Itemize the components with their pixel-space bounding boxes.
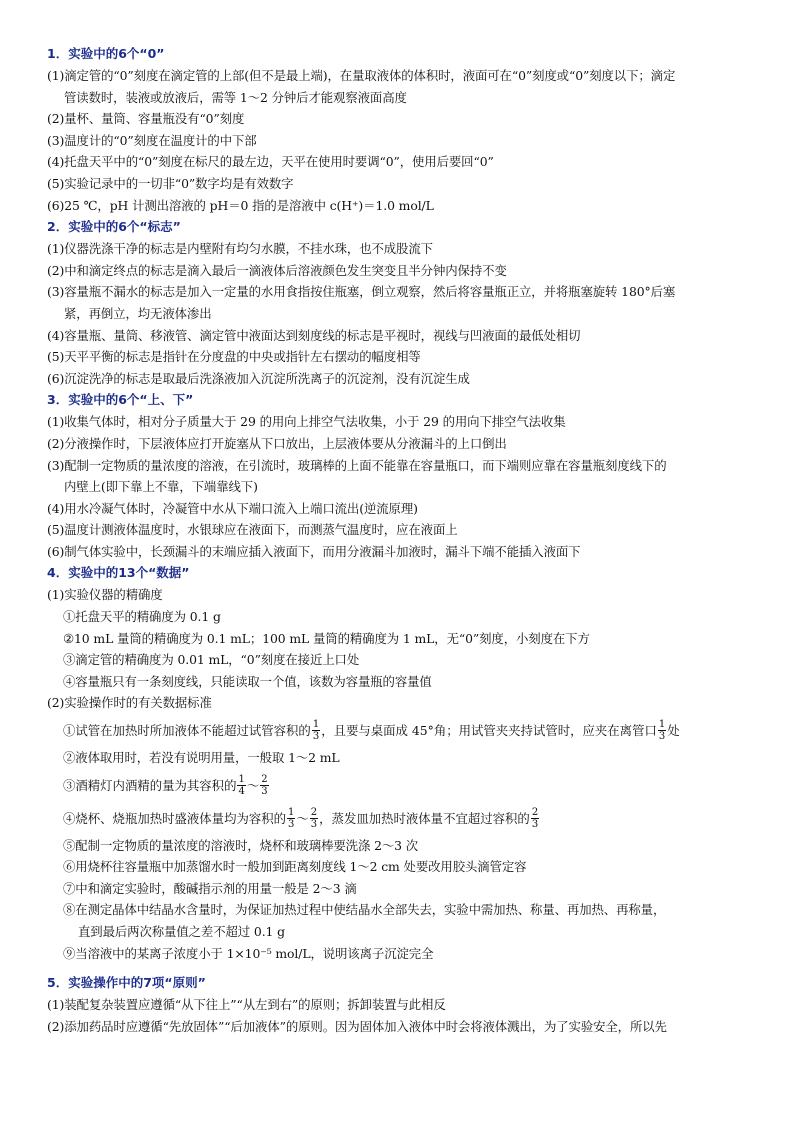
s3-line-2: (2)分液操作时，下层液体应打开旋塞从下口放出，上层液体要从分液漏斗的上口倒出: [47, 435, 507, 451]
fraction-denominator: 3: [261, 785, 268, 797]
s1-line-4: (4)托盘天平中的“0”刻度在标尺的最左边，天平在使用时要调“0”，使用后要回“0”: [47, 154, 494, 170]
section-1-title: 1．实验中的6个“0”: [47, 46, 165, 61]
fraction-numerator: 1: [238, 773, 245, 785]
s4-item1-text-b: ，且要与桌面成 45°角；用试管夹夹持试管时，应夹在离管口: [321, 723, 657, 739]
s2-line-3: (3)容量瓶不漏水的标志是加入一定量的水用食指按住瓶塞，倒立观察，然后将容量瓶正立，并将瓶塞旋转 180°后塞: [47, 284, 676, 300]
section-4-title: 4．实验中的13个“数据”: [47, 565, 190, 581]
fraction-numerator: 2: [310, 806, 318, 818]
document-body: [47, 43, 759, 1037]
s3-line-5: (5)温度计测液体温度时，水银球应在液面下，而测蒸气温度时，应在液面上: [47, 522, 458, 538]
s4-sub2-item-3: [47, 769, 759, 802]
fraction-numerator: 1: [312, 719, 320, 731]
s1-line-5: (5)实验记录中的一切非“0”数字均是有效数字: [47, 175, 294, 191]
fraction-two-thirds: [260, 774, 268, 797]
s3-line-1: (1)收集气体时，相对分子质量大于 29 的用向上排空气法收集，小于 29 的用向下排空气法收集: [47, 414, 566, 430]
fraction-one-quarter: [237, 774, 245, 797]
fraction-numerator: 2: [531, 806, 539, 818]
s4-item3-text-a: ③酒精灯内酒精的量为其容积的: [63, 777, 237, 793]
fraction-numerator: 2: [261, 773, 268, 785]
s4-sub2-item-5: ⑤配制一定物质的量浓度的溶液时，烧杯和玻璃棒要洗涤 2～3 次: [63, 837, 419, 853]
s2-line-1: (1)仪器洗涤干净的标志是内壁附有均匀水膜，不挂水珠，也不成股流下: [47, 241, 433, 257]
s3-line-3: (3)配制一定物质的量浓度的溶液，在引流时，玻璃棒的上面不能靠在容量瓶口，而下端则应靠在容量瓶刻度线下的: [47, 457, 667, 473]
s4-sub2-item-8: ⑧在测定晶体中结晶水含量时，为保证加热过程中使结晶水全部失去，实验中需加热、称量、再加热、再称量，: [63, 902, 666, 918]
s4-sub2-item-4: [47, 802, 759, 835]
s4-sub2-item-1: [47, 714, 759, 747]
section-2-title: 2．实验中的6个“标志”: [47, 219, 181, 235]
s4-sub2-item-9: ⑨当溶液中的某离子浓度小于 1×10⁻⁵ mol/L，说明该离子沉淀完全: [63, 945, 434, 961]
section-5-title: 5．实验操作中的7项“原则”: [47, 975, 206, 991]
fraction-one-third: [658, 719, 666, 742]
s3-line-4: (4)用水冷凝气体时，冷凝管中水从下端口流入上端口流出(逆流原理): [47, 500, 418, 516]
fraction-one-third: [312, 719, 320, 742]
section-3-title: 3．实验中的6个“上、下”: [47, 392, 194, 408]
fraction-denominator: 3: [312, 731, 320, 743]
fraction-denominator: 3: [658, 731, 666, 743]
s5-line-2: (2)添加药品时应遵循“先放固体”“后加液体”的原则。因为固体加入液体中时会将液体溅出，为了实验安全，所以先: [47, 1018, 667, 1034]
range-tilde: ～: [246, 777, 260, 793]
fraction-two-thirds: [531, 807, 539, 830]
s5-line-1: (1)装配复杂装置应遵循“从下往上”“从左到右”的原则；拆卸装置与此相反: [47, 997, 446, 1013]
s3-line-3-cont: 内壁上(即下靠上不靠，下端靠线下): [64, 479, 258, 495]
s1-line-1-cont: 管读数时，装液或放液后，需等 1～2 分钟后才能观察液面高度: [64, 89, 407, 105]
s4-sub2-item-8-cont: 直到最后两次称量值之差不超过 0.1 g: [78, 924, 285, 939]
range-tilde: ～: [296, 810, 309, 826]
fraction-denominator: 3: [310, 818, 318, 830]
fraction-denominator: 3: [288, 818, 295, 830]
fraction-numerator: 1: [288, 806, 295, 818]
s1-line-3: (3)温度计的“0”刻度在温度计的中下部: [47, 132, 257, 148]
s3-line-6: (6)制气体实验中，长颈漏斗的末端应插入液面下，而用分液漏斗加液时，漏斗下端不能插入液面下: [47, 543, 581, 559]
s4-sub1-item-3: ③滴定管的精确度为 0.01 mL，“0”刻度在接近上口处: [63, 652, 360, 668]
s1-line-2: (2)量杯、量筒、容量瓶没有“0”刻度: [47, 111, 245, 127]
s2-line-5: (5)天平平衡的标志是指针在分度盘的中央或指针左右摆动的幅度相等: [47, 349, 421, 365]
s4-sub1-item-2: ②10 mL 量筒的精确度为 0.1 mL；100 mL 量筒的精确度为 1 mL，无“0”刻度，小刻度在下方: [63, 630, 590, 646]
s4-item4-text-b: ，蒸发皿加热时液体量不宜超过容积的: [319, 810, 530, 826]
s4-sub1-title: (1)实验仪器的精确度: [47, 587, 163, 603]
s1-line-6: (6)25 ℃，pH 计测出溶液的 pH＝0 指的是溶液中 c(H⁺)＝1.0 mol/L: [47, 197, 434, 213]
s1-line-1: (1)滴定管的“0”刻度在滴定管的上部(但不是最上端)，在量取液体的体积时，液面可在“0”刻度或“0”刻度以下；滴定: [47, 68, 676, 83]
s4-item4-text-a: ④烧杯、烧瓶加热时盛液体量均为容积的: [63, 810, 287, 826]
s2-line-6: (6)沉淀洗净的标志是取最后洗涤液加入沉淀所洗离子的沉淀剂，没有沉淀生成: [47, 370, 470, 386]
s4-item1-text-a: ①试管在加热时所加液体不能超过试管容积的: [63, 723, 311, 739]
s2-line-4: (4)容量瓶、量筒、移液管、滴定管中液面达到刻度线的标志是平视时，视线与凹液面的最低处相切: [47, 327, 581, 343]
s4-sub2-item-6: ⑥用烧杯往容量瓶中加蒸馏水时一般加到距离刻度线 1～2 cm 处要改用胶头滴管定容: [63, 859, 527, 875]
fraction-numerator: 1: [658, 719, 666, 731]
fraction-two-thirds: [310, 807, 318, 830]
s4-sub2-item-2: ②液体取用时，若没有说明用量，一般取 1～2 mL: [63, 750, 340, 766]
s4-sub1-item-1: ①托盘天平的精确度为 0.1 g: [63, 609, 221, 625]
s2-line-3-cont: 紧，再倒立，均无液体渗出: [64, 305, 212, 321]
fraction-denominator: 4: [238, 785, 245, 797]
s4-sub2-title: (2)实验操作时的有关数据标准: [47, 695, 212, 711]
fraction-one-third: [287, 807, 295, 830]
s4-item1-text-c: 处: [667, 723, 680, 739]
fraction-denominator: 3: [531, 818, 539, 830]
s4-sub1-item-4: ④容量瓶只有一条刻度线，只能读取一个值，该数为容量瓶的容量值: [63, 673, 432, 689]
s4-sub2-item-7: ⑦中和滴定实验时，酸碱指示剂的用量一般是 2～3 滴: [63, 880, 357, 896]
s2-line-2: (2)中和滴定终点的标志是滴入最后一滴液体后溶液颜色发生突变且半分钟内保持不变: [47, 262, 507, 278]
